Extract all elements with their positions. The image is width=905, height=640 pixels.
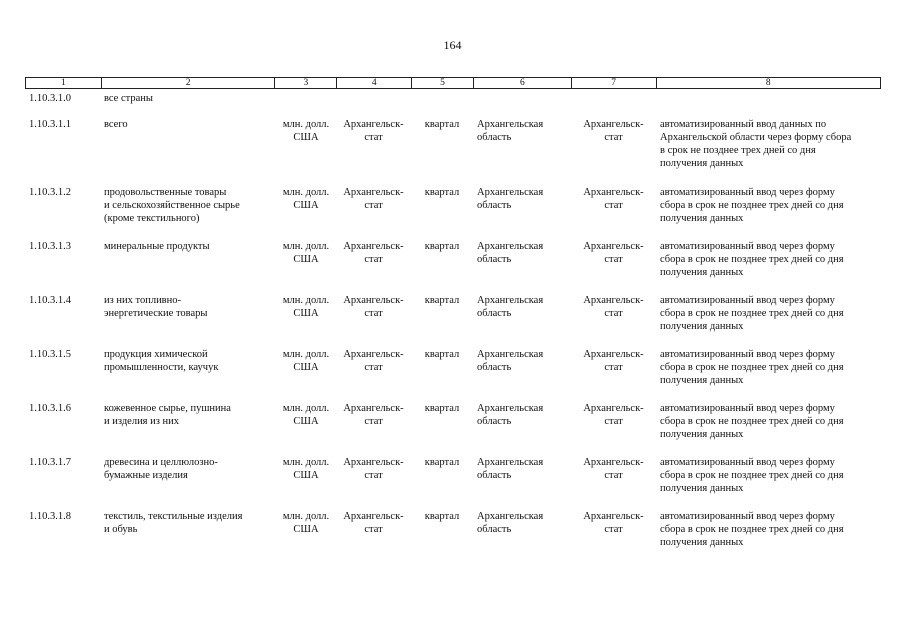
row-territory: Архангельская область	[477, 403, 544, 427]
row-territory: Архангельская область	[477, 187, 544, 211]
row-territory	[473, 92, 571, 118]
row-territory: Архангельская область	[477, 511, 544, 535]
row-period: квартал	[424, 119, 460, 130]
row-responsible: Архангельск- стат	[583, 457, 644, 481]
row-period: квартал	[424, 295, 460, 306]
row-code: 1.10.3.1.6	[29, 403, 71, 414]
row-source: Архангельск- стат	[343, 349, 404, 373]
row-responsible: Архангельск- стат	[583, 241, 644, 265]
row-responsible: Архангельск- стат	[583, 349, 644, 373]
row-method: автоматизированный ввод через форму сбора в срок не позднее трех дней со дня получения данных	[660, 295, 844, 332]
row-code: 1.10.3.1.2	[29, 187, 71, 198]
header-cell: 3	[274, 78, 336, 88]
row-period: квартал	[424, 241, 460, 252]
row-source: Архангельск- стат	[343, 119, 404, 143]
row-name: из них топливно- энергетические товары	[104, 295, 208, 319]
row-name: все страны	[104, 93, 153, 104]
row-responsible	[571, 92, 656, 118]
row-unit: млн. долл. США	[282, 403, 330, 427]
row-name: продовольственные товары и сельскохозяйственное сырье (кроме текстильного)	[104, 187, 240, 224]
header-cell: 6	[473, 78, 571, 88]
page-number: 164	[443, 38, 462, 52]
row-code: 1.10.3.1.1	[29, 119, 71, 130]
row-territory: Архангельская область	[477, 457, 544, 481]
row-code: 1.10.3.1.7	[29, 457, 71, 468]
row-unit: млн. долл. США	[282, 241, 330, 265]
header-cell: 2	[101, 78, 275, 88]
row-period	[411, 92, 473, 118]
row-source: Архангельск- стат	[343, 403, 404, 427]
row-method: автоматизированный ввод через форму сбора в срок не позднее трех дней со дня получения данных	[660, 457, 844, 494]
row-unit: млн. долл. США	[282, 295, 330, 319]
header-cell: 8	[656, 78, 880, 88]
header-cell: 1	[61, 78, 66, 88]
row-code: 1.10.3.1.8	[29, 511, 71, 522]
row-source: Архангельск- стат	[343, 187, 404, 211]
row-territory: Архангельская область	[477, 295, 544, 319]
row-source	[336, 92, 411, 118]
row-unit: млн. долл. США	[282, 457, 330, 481]
row-method: автоматизированный ввод через форму сбора в срок не позднее трех дней со дня получения данных	[660, 187, 844, 224]
row-responsible: Архангельск- стат	[583, 187, 644, 211]
table-row	[25, 510, 881, 564]
row-method: автоматизированный ввод через форму сбора в срок не позднее трех дней со дня получения данных	[660, 511, 844, 548]
row-source: Архангельск- стат	[343, 457, 404, 481]
row-territory: Архангельская область	[477, 241, 544, 265]
table-row	[25, 456, 881, 510]
table-body	[25, 92, 881, 564]
row-name: кожевенное сырье, пушнина и изделия из них	[104, 403, 231, 427]
row-code: 1.10.3.1.0	[29, 93, 71, 104]
row-unit: млн. долл. США	[282, 511, 330, 535]
header-cell: 5	[411, 78, 473, 88]
row-period: квартал	[424, 187, 460, 198]
table-row	[25, 294, 881, 348]
row-responsible: Архангельск- стат	[583, 119, 644, 143]
row-name: древесина и целлюлозно- бумажные изделия	[104, 457, 218, 481]
table-row	[25, 402, 881, 456]
row-name: текстиль, текстильные изделия и обувь	[104, 511, 243, 535]
row-period: квартал	[424, 511, 460, 522]
row-territory: Архангельская область	[477, 349, 544, 373]
row-responsible: Архангельск- стат	[583, 403, 644, 427]
row-name: минеральные продукты	[104, 241, 210, 252]
row-unit	[274, 92, 336, 118]
row-source: Архангельск- стат	[343, 241, 404, 265]
row-period: квартал	[424, 349, 460, 360]
row-source: Архангельск- стат	[343, 511, 404, 535]
table-row	[25, 186, 881, 240]
table-row	[25, 240, 881, 294]
row-method: автоматизированный ввод через форму сбора в срок не позднее трех дней со дня получения данных	[660, 403, 844, 440]
header-cell: 4	[336, 78, 411, 88]
row-name: всего	[104, 119, 128, 130]
row-period: квартал	[424, 457, 460, 468]
row-source: Архангельск- стат	[343, 295, 404, 319]
row-method: автоматизированный ввод данных по Архангельской области через форму сбора в срок не позднее трех дней со дня получения данных	[660, 119, 852, 169]
row-period: квартал	[424, 403, 460, 414]
table-row	[25, 348, 881, 402]
row-code: 1.10.3.1.5	[29, 349, 71, 360]
table-row	[25, 118, 881, 186]
row-method: автоматизированный ввод через форму сбора в срок не позднее трех дней со дня получения данных	[660, 241, 844, 278]
row-method: автоматизированный ввод через форму сбора в срок не позднее трех дней со дня получения данных	[660, 349, 844, 386]
row-unit: млн. долл. США	[282, 187, 330, 211]
row-code: 1.10.3.1.3	[29, 241, 71, 252]
row-responsible: Архангельск- стат	[583, 295, 644, 319]
table-header	[25, 77, 881, 89]
table-row	[25, 92, 881, 118]
row-unit: млн. долл. США	[282, 349, 330, 373]
row-name: продукция химической промышленности, каучук	[104, 349, 219, 373]
header-cell: 7	[571, 78, 656, 88]
row-code: 1.10.3.1.4	[29, 295, 71, 306]
row-method	[656, 92, 881, 118]
row-territory: Архангельская область	[477, 119, 544, 143]
row-unit: млн. долл. США	[282, 119, 330, 143]
row-responsible: Архангельск- стат	[583, 511, 644, 535]
